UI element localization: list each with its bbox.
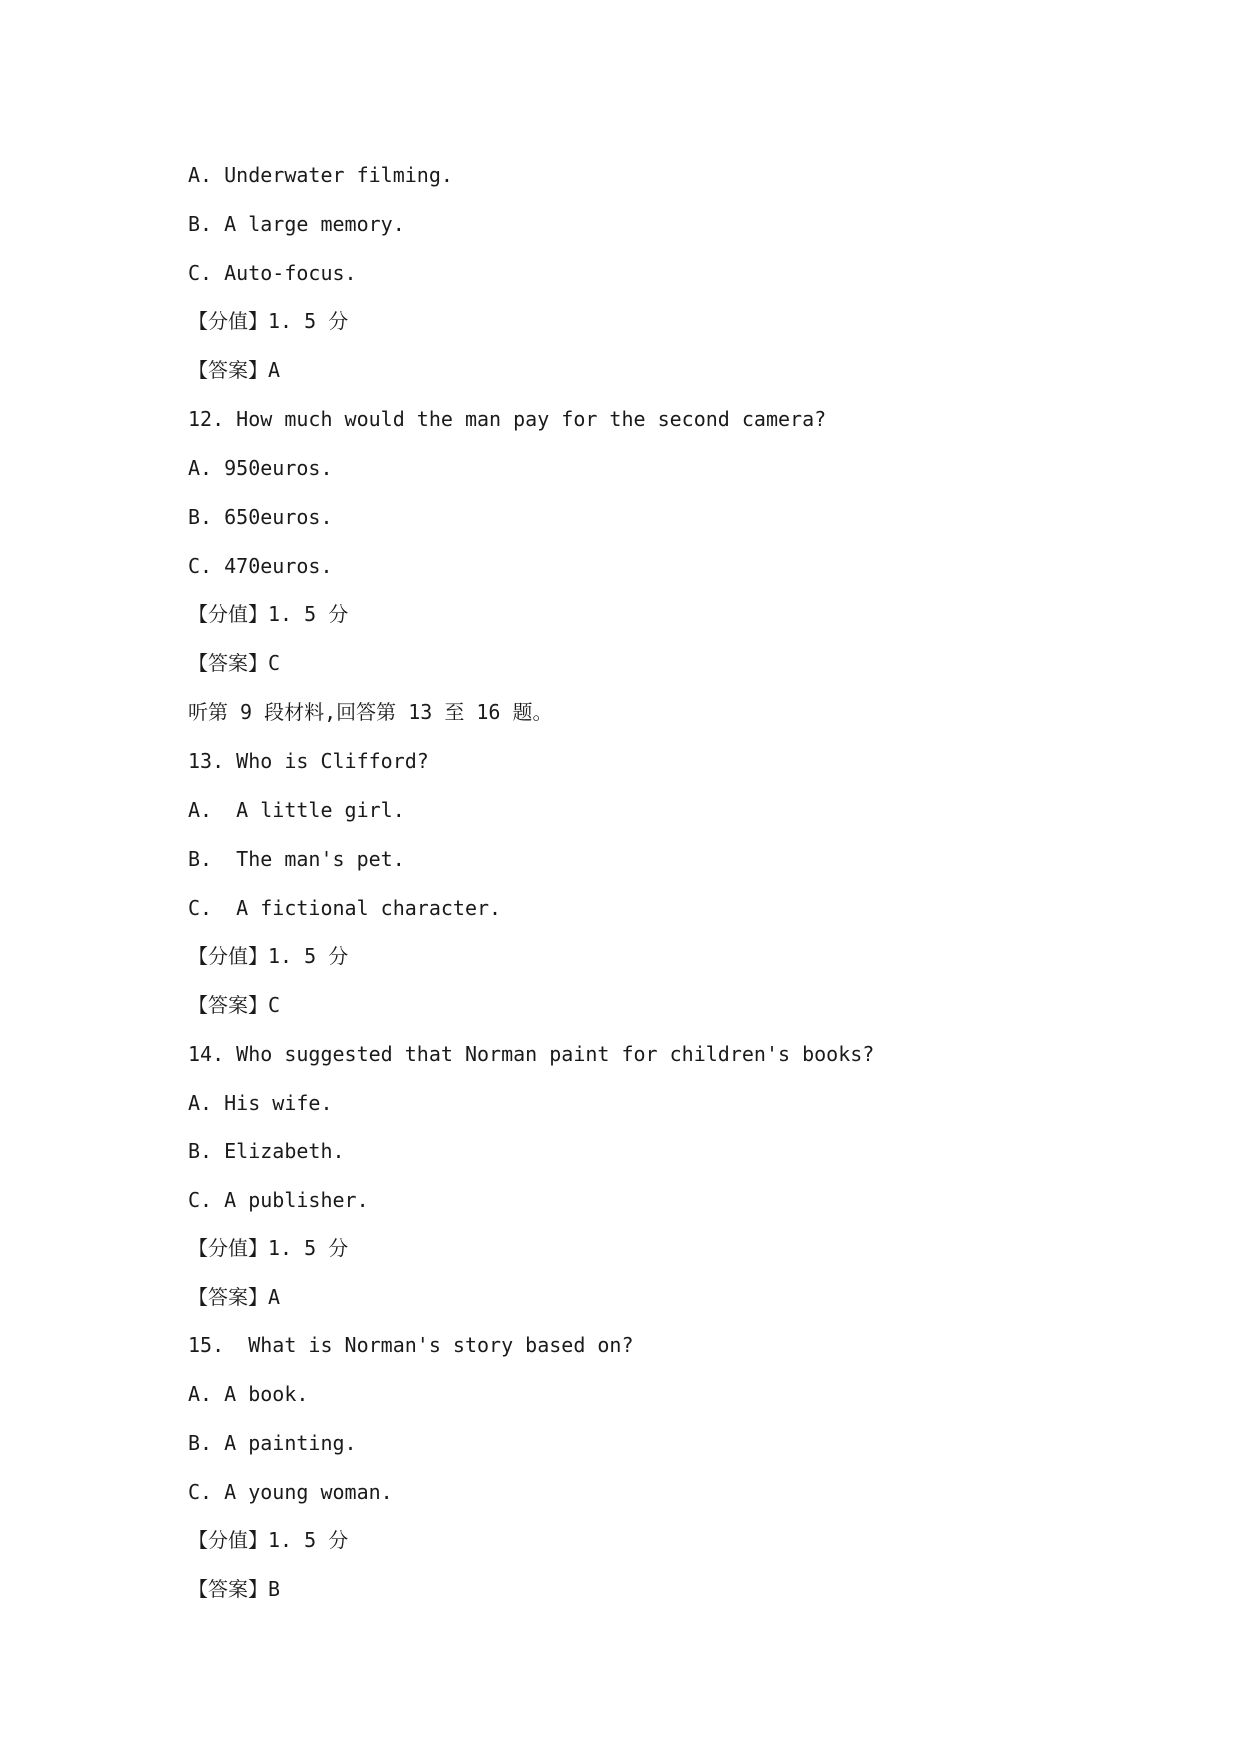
q15-option-b: B. A painting.: [188, 1431, 357, 1455]
q14-option-c: C. A publisher.: [188, 1188, 369, 1212]
q13-question: 13. Who is Clifford?: [188, 749, 429, 773]
q15-option-a: A. A book.: [188, 1382, 309, 1406]
q12-option-b: B. 650euros.: [188, 505, 333, 529]
q12-question: 12. How much would the man pay for the second camera?: [188, 407, 827, 431]
q15-question: 15. What is Norman's story based on?: [188, 1333, 634, 1357]
q11-score: 【分值】1. 5 分: [188, 309, 349, 333]
q13-option-c: C. A fictional character.: [188, 896, 502, 920]
q12-answer: 【答案】C: [188, 651, 281, 675]
q12-option-c: C. 470euros.: [188, 554, 333, 578]
q11-answer: 【答案】A: [188, 358, 281, 382]
q12-score: 【分值】1. 5 分: [188, 602, 349, 626]
q11-option-b: B. A large memory.: [188, 212, 405, 236]
q14-option-a: A. His wife.: [188, 1091, 333, 1115]
q15-score: 【分值】1. 5 分: [188, 1528, 349, 1552]
q13-score: 【分值】1. 5 分: [188, 944, 349, 968]
q11-option-a: A. Underwater filming.: [188, 163, 453, 187]
q15-option-c: C. A young woman.: [188, 1480, 393, 1504]
q14-option-b: B. Elizabeth.: [188, 1139, 345, 1163]
section-instruction: 听第 9 段材料,回答第 13 至 16 题。: [188, 700, 553, 724]
q11-option-c: C. Auto-focus.: [188, 261, 357, 285]
q13-option-b: B. The man's pet.: [188, 847, 405, 871]
q14-score: 【分值】1. 5 分: [188, 1236, 349, 1260]
q15-answer: 【答案】B: [188, 1577, 281, 1601]
q12-option-a: A. 950euros.: [188, 456, 333, 480]
q14-question: 14. Who suggested that Norman paint for children's books?: [188, 1042, 875, 1066]
q13-option-a: A. A little girl.: [188, 798, 405, 822]
q13-answer: 【答案】C: [188, 993, 281, 1017]
q14-answer: 【答案】A: [188, 1285, 281, 1309]
